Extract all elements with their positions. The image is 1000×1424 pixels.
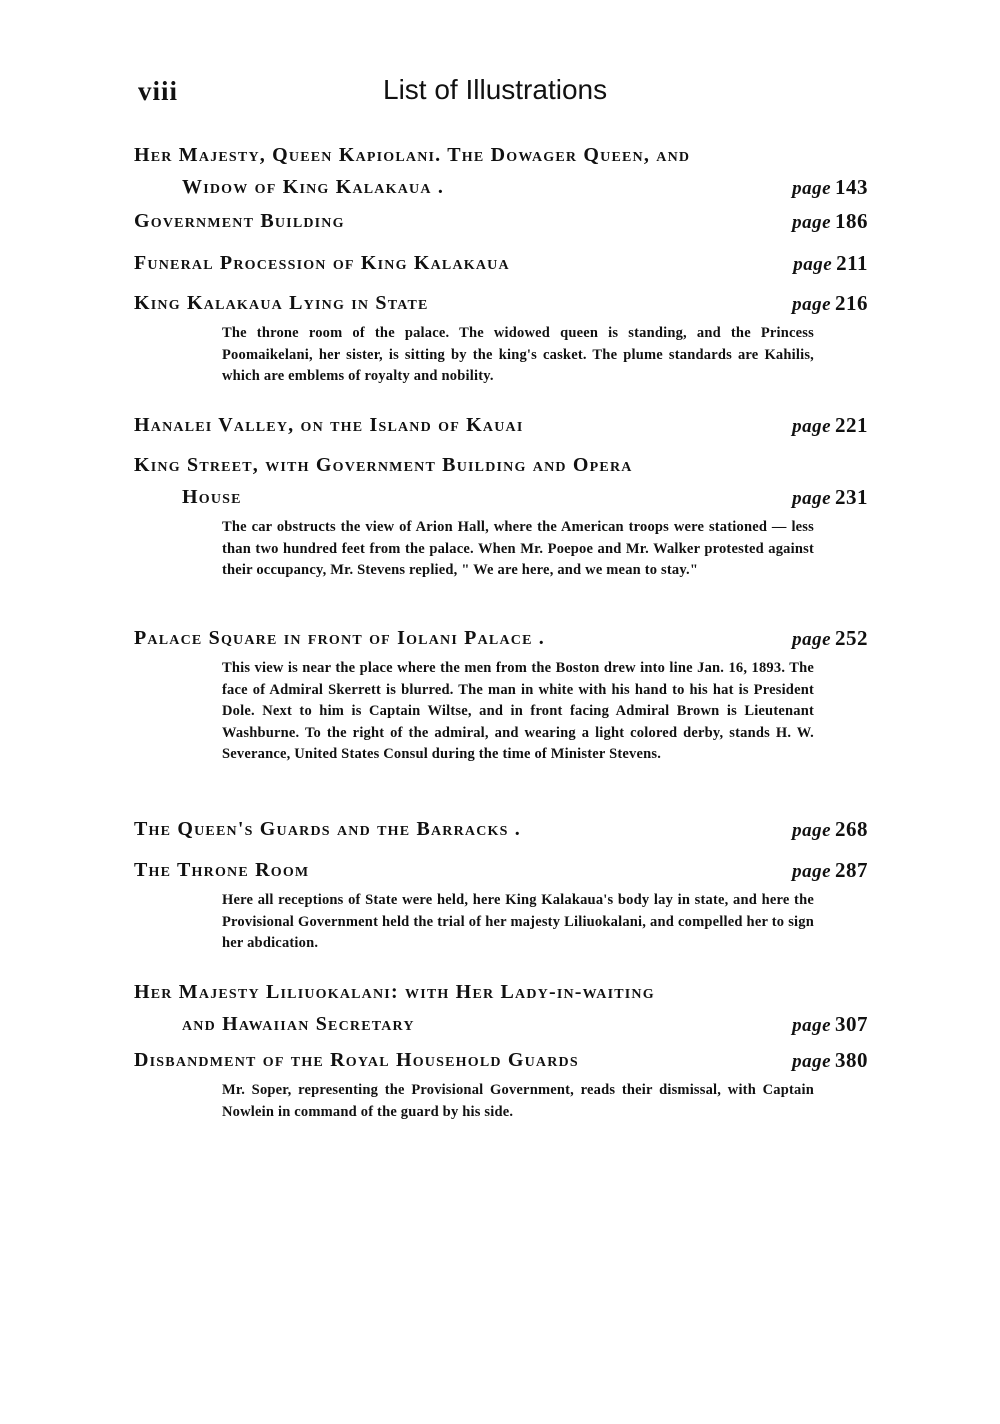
page-number-ref: 186 bbox=[835, 209, 868, 233]
entry-caption: This view is near the place where the men from the Boston drew into line Jan. 16, 1893. The face of Admiral Skerrett is blurred. The man in white with his hand to his hat is President Dole. Next to him is Captain Wiltse, and in front facing Admiral Brown is Lieutenant Washburne. To the right of the admiral, and wearing a light colored derby, stands H. W. Severance, United States Consul during the time of Minister Stevens. bbox=[222, 660, 814, 762]
illustration-entry bbox=[134, 449, 868, 582]
page-reference bbox=[792, 287, 868, 321]
illustration-entry bbox=[134, 409, 868, 441]
page-number-ref: 143 bbox=[835, 175, 868, 199]
illustration-entry bbox=[134, 854, 868, 955]
page-reference bbox=[792, 622, 868, 656]
entry-title-continuation: Widow of King Kalakaua . bbox=[182, 176, 445, 198]
entry-caption: Mr. Soper, representing the Provisional Government, reads their dismissal, with Captain Nowlein in command of the guard by his side. bbox=[222, 1082, 814, 1120]
page-reference bbox=[792, 1044, 868, 1078]
entry-caption: Here all receptions of State were held, here King Kalakaua's body lay in state, and here the Provisional Government held the trial of her majesty Liliuokalani, and compelled her to sign her abdication. bbox=[222, 892, 814, 951]
page-reference bbox=[792, 1008, 868, 1042]
page-word: page bbox=[792, 416, 831, 437]
entry-title: Disbandment of the Royal Household Guards bbox=[134, 1049, 579, 1071]
illustration-entry bbox=[134, 205, 868, 237]
entry-title: Government Building bbox=[134, 210, 345, 232]
page-reference bbox=[792, 813, 868, 847]
page-word: page bbox=[792, 1015, 831, 1036]
entry-title: Funeral Procession of King Kalakaua bbox=[134, 252, 510, 274]
page-reference bbox=[792, 171, 868, 205]
page-number: viii bbox=[138, 76, 179, 106]
page-reference bbox=[792, 409, 868, 443]
page-number-ref: 380 bbox=[835, 1048, 868, 1072]
illustration-entry bbox=[134, 976, 868, 1040]
illustration-entry bbox=[134, 287, 868, 388]
page-reference bbox=[793, 247, 868, 281]
entry-title: Her Majesty, Queen Kapiolani. The Dowager Queen, and bbox=[134, 144, 691, 166]
page-word: page bbox=[792, 1051, 831, 1072]
entry-title: Palace Square in front of Iolani Palace . bbox=[134, 627, 546, 649]
page-word: page bbox=[792, 178, 831, 199]
page-number-ref: 221 bbox=[835, 413, 868, 437]
page-word: page bbox=[792, 488, 831, 509]
page-number-ref: 211 bbox=[836, 251, 868, 275]
page-word: page bbox=[792, 294, 831, 315]
page-reference bbox=[792, 854, 868, 888]
entry-title: The Throne Room bbox=[134, 859, 310, 881]
page-number-ref: 216 bbox=[835, 291, 868, 315]
illustration-entry bbox=[134, 247, 868, 279]
page-number-ref: 268 bbox=[835, 817, 868, 841]
entry-title: The Queen's Guards and the Barracks . bbox=[134, 818, 522, 840]
page-word: page bbox=[792, 212, 831, 233]
entry-title: King Street, with Government Building and Opera bbox=[134, 454, 633, 476]
page-reference bbox=[792, 481, 868, 515]
entry-caption: The car obstructs the view of Arion Hall, where the American troops were stationed — less than two hundred feet from the palace. When Mr. Poepoe and Mr. Walker protested against their occupancy, Mr. Stevens replied, " We are here, and we mean to stay." bbox=[222, 519, 814, 578]
illustration-entry bbox=[134, 622, 868, 766]
entry-title-continuation: House bbox=[182, 486, 242, 508]
entry-title: Hanalei Valley, on the Island of Kauai bbox=[134, 414, 524, 436]
page-number-ref: 307 bbox=[835, 1012, 868, 1036]
entry-title: Her Majesty Liliuokalani: with Her Lady-in-waiting bbox=[134, 981, 655, 1003]
entry-title-continuation: and Hawaiian Secretary bbox=[182, 1013, 415, 1035]
illustration-entry bbox=[134, 1044, 868, 1123]
page-word: page bbox=[792, 820, 831, 841]
illustration-entry bbox=[134, 139, 868, 203]
running-head: List of Illustrations bbox=[383, 74, 608, 105]
page-reference bbox=[792, 205, 868, 239]
entry-caption: The throne room of the palace. The widowed queen is standing, and the Princess Poomaikelani, her sister, is sitting by the king's casket. The plume standards are Kahilis, which are emblems of royalty and nobility. bbox=[222, 325, 814, 384]
page-word: page bbox=[792, 861, 831, 882]
illustration-entry bbox=[134, 813, 868, 845]
page-word: page bbox=[792, 629, 831, 650]
entry-title: King Kalakaua Lying in State bbox=[134, 292, 429, 314]
page-number-ref: 252 bbox=[835, 626, 868, 650]
page-word: page bbox=[793, 254, 833, 275]
page-number-ref: 231 bbox=[835, 485, 868, 509]
page-number-ref: 287 bbox=[835, 858, 868, 882]
